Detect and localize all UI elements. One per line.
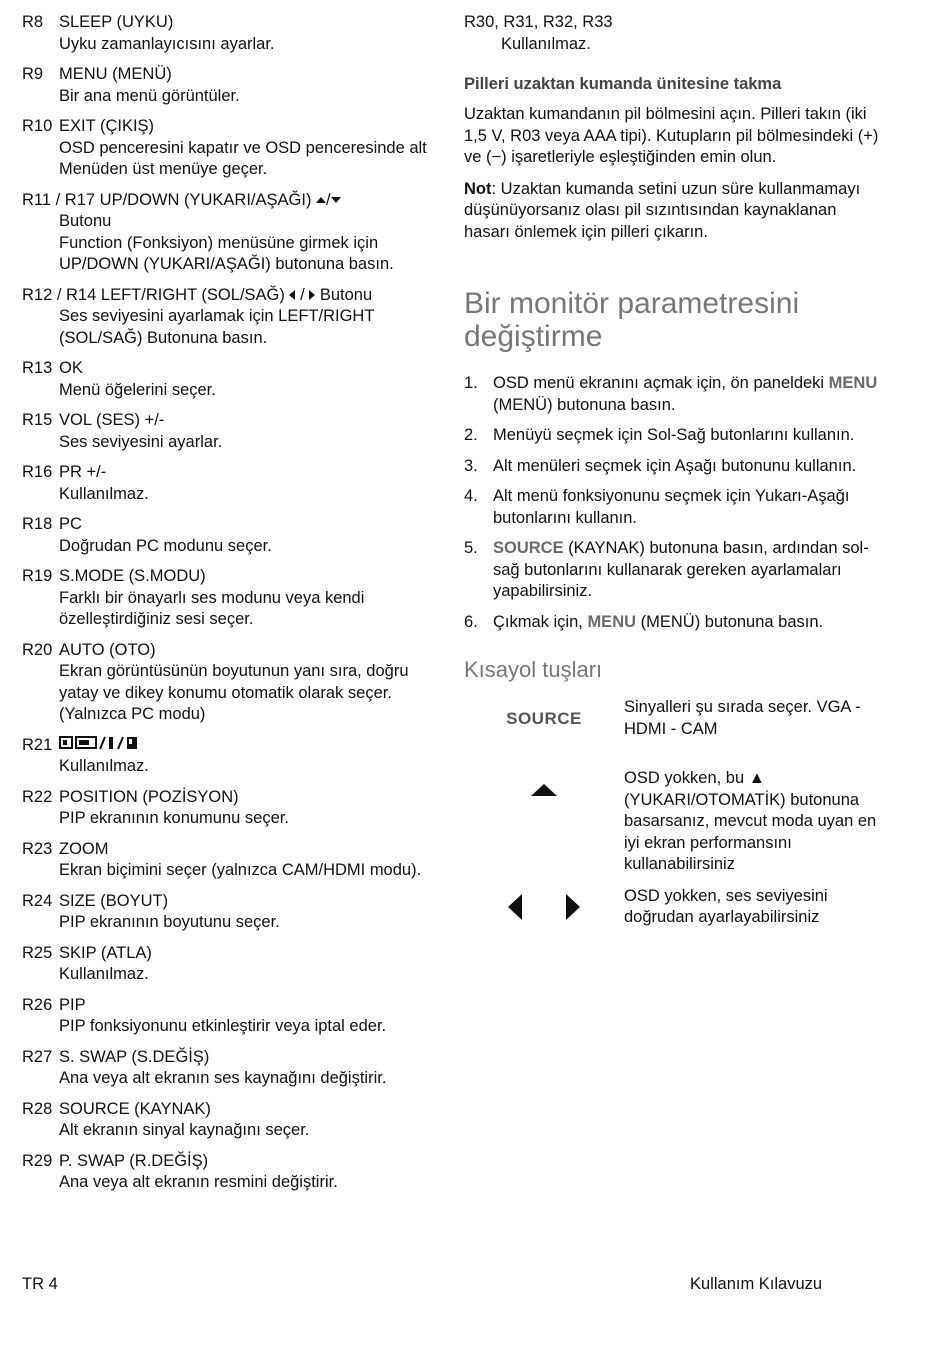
footer-page-number: TR 4	[22, 1275, 58, 1293]
entry-title: P. SWAP (R.DEĞİŞ)	[59, 1151, 209, 1170]
picture-mode-icon	[59, 735, 141, 751]
entry-desc: Ana veya alt ekranın ses kaynağını değiştirir.	[59, 1069, 387, 1087]
entry-title: POSITION (POZİSYON)	[59, 787, 239, 806]
entry-code: R20	[22, 640, 53, 659]
entry-code: R13	[22, 359, 53, 377]
entry-r19	[22, 566, 432, 631]
entry-code: R12 / R14	[22, 285, 97, 304]
down-arrow-icon	[331, 197, 341, 203]
shortcut-up	[464, 768, 884, 876]
entry-title: OK	[59, 359, 83, 377]
step-item	[464, 486, 884, 529]
entry-code: R28	[22, 1099, 53, 1118]
entry-title: SLEEP (UYKU)	[59, 13, 174, 31]
entry-desc: Ana veya alt ekranın resmini değiştirir.	[59, 1173, 338, 1191]
left-arrow-icon	[289, 290, 295, 300]
entry-r27	[22, 1047, 432, 1090]
entry-code: R30, R31, R32, R33	[464, 13, 613, 31]
section-title: Bir monitör parametresini değiştirme	[464, 287, 800, 353]
entry-desc: Kullanılmaz.	[59, 757, 149, 775]
icon-separator: /	[326, 190, 331, 209]
entry-r30-r33	[464, 12, 884, 55]
source-key-label: SOURCE	[506, 708, 582, 728]
entry-code: R11 / R17	[22, 190, 96, 209]
entry-r28	[22, 1099, 432, 1142]
battery-text: Uzaktan kumandanın pil bölmesini açın. Pilleri takın (iki 1,5 V, R03 veya AAA tipi). Kutupların pil bölmesindeki (+) ve (−) işaretleriyle eşleştiğinden emin olun.	[464, 105, 879, 166]
entry-desc: PIP fonksiyonunu etkinleştirir veya iptal eder.	[59, 1017, 387, 1035]
shortcuts-title: Kısayol tuşları	[464, 657, 603, 682]
entry-code: R27	[22, 1047, 53, 1066]
entry-desc: Kullanılmaz.	[59, 965, 149, 983]
entry-r12-r14	[22, 285, 432, 350]
entry-r26	[22, 995, 432, 1038]
entry-r24	[22, 891, 432, 934]
step-item	[464, 456, 884, 478]
up-arrow-icon	[316, 197, 326, 203]
entry-desc: Doğrudan PC modunu seçer.	[59, 536, 272, 555]
step-number: 6.	[464, 612, 478, 631]
entry-desc: Ekran biçimini seçer (yalnızca CAM/HDMI modu).	[59, 861, 422, 879]
shortcut-desc: OSD yokken, ses seviyesini doğrudan ayarlayabilirsiniz	[624, 886, 828, 926]
entry-r10	[22, 116, 432, 181]
entry-code: R19	[22, 567, 53, 585]
entry-code: R25	[22, 943, 53, 962]
entry-r21	[22, 735, 432, 778]
entry-desc: Kullanılmaz.	[501, 34, 591, 53]
entry-title: SKIP (ATLA)	[59, 943, 152, 962]
entry-desc: Bir ana menü görüntüler.	[59, 86, 240, 105]
entry-code: R16	[22, 463, 53, 481]
step-item	[464, 538, 884, 603]
entry-title: AUTO (OTO)	[59, 640, 156, 659]
steps-list	[464, 373, 884, 633]
entry-r20	[22, 640, 432, 726]
entry-code: R18	[22, 515, 53, 533]
step-text: Alt menü fonksiyonunu seçmek için Yukarı-Aşağı butonlarını kullanın.	[493, 487, 850, 527]
entry-desc: Ekran görüntüsünün boyutunun yanı sıra, doğru yatay ve dikey konumu otomatik olarak seçer. (Yalnızca PC modu)	[59, 662, 409, 723]
note-label: Not	[464, 179, 492, 198]
step-text: Alt menüleri seçmek için Aşağı butonunu kullanın.	[493, 456, 857, 475]
battery-note	[464, 179, 884, 244]
step-number: 5.	[464, 539, 478, 557]
entry-r11-r17	[22, 190, 432, 276]
step-highlight: MENU	[828, 374, 878, 392]
step-number: 4.	[464, 487, 478, 505]
entry-desc: Alt ekranın sinyal kaynağını seçer.	[59, 1121, 310, 1139]
step-item	[464, 373, 884, 416]
entry-code: R24	[22, 891, 53, 910]
left-column	[22, 12, 432, 1203]
entry-r23	[22, 839, 432, 882]
up-arrow-icon	[531, 784, 557, 796]
step-text: (KAYNAK) butonuna basın, ardından sol-sağ butonlarını kullanarak gereken ayarlamaları yapabilirsiniz.	[493, 539, 869, 600]
entry-r9	[22, 64, 432, 107]
entry-title: LEFT/RIGHT (SOL/SAĞ)	[100, 285, 285, 304]
right-arrow-icon	[566, 894, 580, 920]
entry-code: R22	[22, 787, 53, 806]
entry-title: PR +/-	[59, 463, 107, 481]
shortcut-left-right	[464, 886, 884, 929]
entry-code: R10	[22, 117, 53, 135]
entry-title-suffix: Butonu	[319, 285, 373, 304]
entry-title: PC	[59, 515, 82, 533]
note-text: : Uzaktan kumanda setini uzun süre kullanmamayı düşünüyorsanız olası pil sızıntısından kaynaklanan hasarı önlemek için pilleri çıkarın.	[464, 179, 861, 241]
entry-code: R23	[22, 839, 53, 858]
right-column	[464, 12, 884, 939]
entry-code: R26	[22, 995, 53, 1014]
step-highlight: SOURCE	[493, 539, 564, 557]
entry-desc: Menü öğelerini seçer.	[59, 380, 216, 399]
entry-title: UP/DOWN (YUKARI/AŞAĞI)	[99, 190, 312, 209]
entry-r25	[22, 943, 432, 986]
footer-title: Kullanım Kılavuzu	[690, 1275, 823, 1293]
left-arrow-icon	[508, 894, 522, 920]
step-number: 3.	[464, 456, 478, 475]
entry-r15	[22, 410, 432, 453]
entry-title: PIP	[59, 995, 86, 1014]
step-text: Menüyü seçmek için Sol-Sağ butonlarını kullanın.	[493, 426, 855, 444]
step-number: 2.	[464, 426, 478, 444]
shortcut-source	[464, 697, 884, 740]
step-text: OSD menü ekranını açmak için, ön paneldeki	[493, 374, 829, 392]
entry-desc: Function (Fonksiyon) menüsüne girmek için UP/DOWN (YUKARI/AŞAĞI) butonuna basın.	[59, 233, 394, 273]
entry-code: R15	[22, 411, 53, 429]
entry-title-suffix: Butonu	[59, 212, 112, 230]
step-item	[464, 612, 884, 634]
step-item	[464, 425, 884, 447]
entry-code: R21	[22, 735, 53, 754]
entry-desc: Farklı bir önayarlı ses modunu veya kendi özelleştirdiğiniz sesi seçer.	[59, 588, 365, 628]
entry-title: VOL (SES) +/-	[59, 411, 165, 429]
entry-r8	[22, 12, 432, 55]
entry-r18	[22, 514, 432, 557]
entry-r13	[22, 358, 432, 401]
entry-desc: Ses seviyesini ayarlamak için LEFT/RIGHT (SOL/SAĞ) Butonuna basın.	[59, 307, 375, 347]
step-text: Çıkmak için,	[493, 612, 588, 631]
entry-desc: Ses seviyesini ayarlar.	[59, 432, 223, 451]
step-text: (MENÜ) butonuna basın.	[493, 395, 676, 414]
entry-title: ZOOM	[59, 839, 109, 858]
entry-code: R29	[22, 1151, 53, 1170]
entry-desc: PIP ekranının boyutunu seçer.	[59, 913, 280, 931]
step-highlight: MENU	[587, 612, 637, 631]
right-arrow-icon	[309, 290, 315, 300]
step-text: (MENÜ) butonuna basın.	[636, 612, 824, 631]
entry-r29	[22, 1151, 432, 1194]
icon-separator: /	[300, 285, 305, 304]
step-number: 1.	[464, 374, 478, 392]
shortcut-desc: OSD yokken, bu ▲ (YUKARI/OTOMATİK) butonuna basarsanız, mevcut moda uyan en iyi ekran performansını kullanabilirsiniz	[624, 769, 877, 873]
entry-code: R8	[22, 13, 44, 31]
entry-desc: Kullanılmaz.	[59, 484, 149, 503]
entry-title: S.MODE (S.MODU)	[59, 567, 206, 585]
entry-title: SIZE (BOYUT)	[59, 891, 169, 910]
entry-code: R9	[22, 65, 44, 83]
entry-r22	[22, 787, 432, 830]
entry-title: S. SWAP (S.DEĞİŞ)	[59, 1047, 210, 1066]
battery-heading: Pilleri uzaktan kumanda ünitesine takma	[464, 75, 782, 93]
entry-title: SOURCE (KAYNAK)	[59, 1099, 211, 1118]
entry-title: EXIT (ÇIKIŞ)	[59, 117, 155, 135]
shortcut-desc: Sinyalleri şu sırada seçer. VGA - HDMI - CAM	[624, 698, 861, 738]
entry-desc: PIP ekranının konumunu seçer.	[59, 809, 289, 827]
entry-title: MENU (MENÜ)	[59, 65, 172, 83]
entry-desc: OSD penceresini kapatır ve OSD penceresinde alt Menüden üst menüye geçer.	[59, 138, 427, 178]
entry-desc: Uyku zamanlayıcısını ayarlar.	[59, 34, 275, 53]
entry-r16	[22, 462, 432, 505]
